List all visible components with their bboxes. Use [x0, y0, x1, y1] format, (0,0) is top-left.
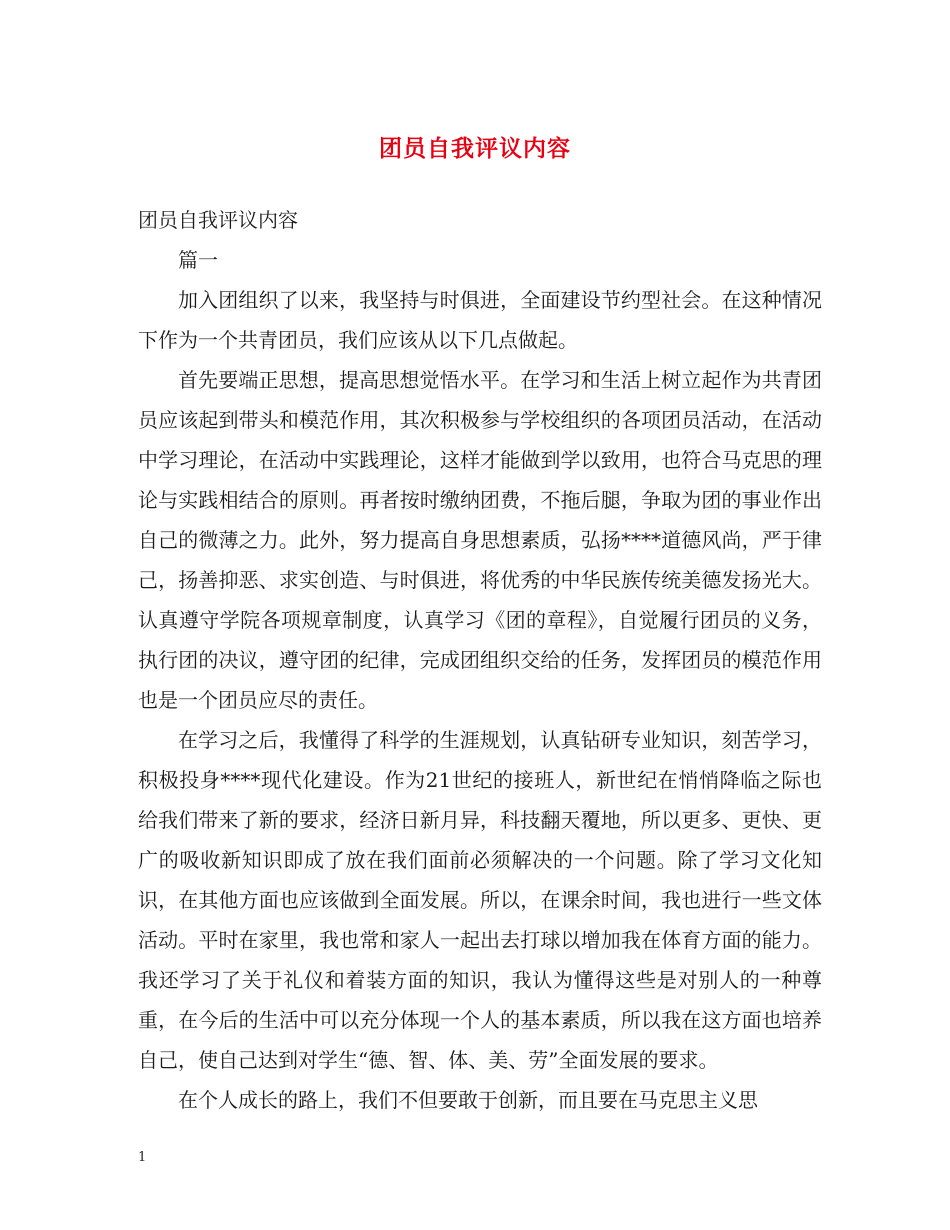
paragraph-3: 在学习之后，我懂得了科学的生涯规划，认真钻研专业知识，刻苦学习，积极投身****现代化建设。作为21世纪的接班人，新世纪在悄悄降临之际也给我们带来了新的要求，经济日新月异，科技翻天覆地，所以更多、更快、更广的吸收新知识即成了放在我们面前必须解决的一个问题。除了学习文化知识，在其他方面也应该做到全面发展。所以，在课余时间，我也进行一些文体活动。平时在家里，我也常和家人一起出去打球以增加我在体育方面的能力。我还学习了关于礼仪和着装方面的知识，我认为懂得这些是对别人的一种尊重，在今后的生活中可以充分体现一个人的基本素质，所以我在这方面也培养自己，使自己达到对学生“德、智、体、美、劳”全面发展的要求。 [138, 728, 822, 1072]
paragraph-2: 首先要端正思想，提高思想觉悟水平。在学习和生活上树立起作为共青团员应该起到带头和模范作用，其次积极参与学校组织的各项团员活动，在活动中学习理论，在活动中实践理论，这样才能做到学以致用，也符合马克思的理论与实践相结合的原则。再者按时缴纳团费，不拖后腿，争取为团的事业作出自己的微薄之力。此外，努力提高自身思想素质，弘扬****道德风尚，严于律己，扬善抑恶、求实创造、与时俱进，将优秀的中华民族传统美德发扬光大。认真遵守学院各项规章制度，认真学习《团的章程》，自觉履行团员的义务，执行团的决议，遵守团的纪律，完成团组织交给的任务，发挥团员的模范作用也是一个团员应尽的责任。 [138, 368, 822, 712]
document-subtitle: 团员自我评议内容 [138, 208, 298, 232]
page-number: 1 [138, 1150, 147, 1165]
document-body [138, 200, 822, 1120]
paragraph-4: 在个人成长的路上，我们不但要敢于创新，而且要在马克思主义思 [178, 1088, 758, 1112]
paragraph-1: 加入团组织了以来，我坚持与时俱进，全面建设节约型社会。在这种情况下作为一个共青团员，我们应该从以下几点做起。 [138, 288, 822, 352]
section-heading: 篇一 [178, 248, 218, 272]
document-title: 团员自我评议内容 [379, 135, 571, 162]
